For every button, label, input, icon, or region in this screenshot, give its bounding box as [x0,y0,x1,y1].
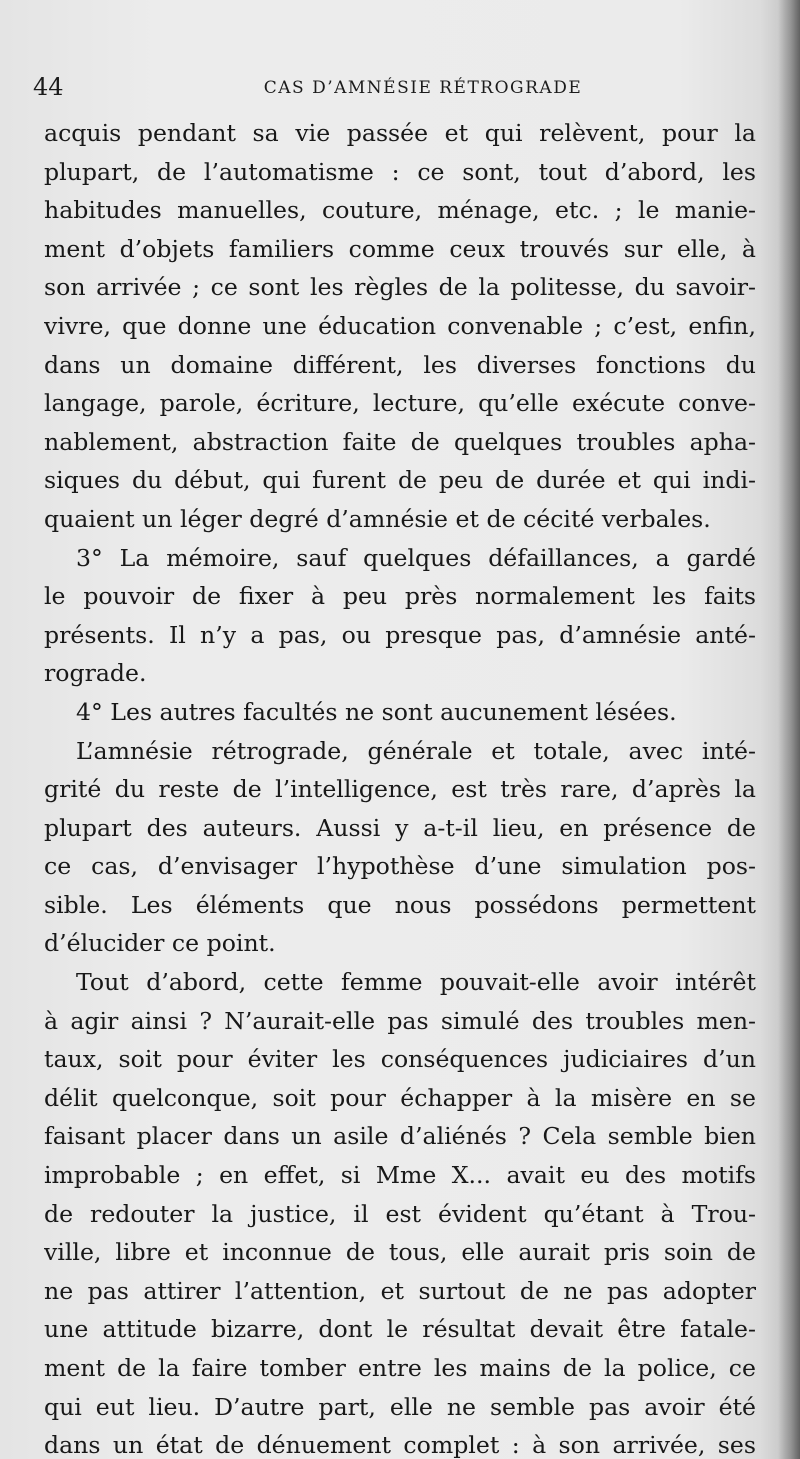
text-line: une attitude bizarre, dont le résultat devait être fatale- [44,1315,756,1344]
text-line: plupart des auteurs. Aussi y a-t-il lieu, en présence de [44,813,756,842]
text-line: à agir ainsi ? N’aurait-elle pas simulé des troubles men- [44,1006,756,1035]
text-line: ville, libre et inconnue de tous, elle aurait pris soin de [44,1238,756,1267]
text-line: vivre, que donne une éducation convenable ; c’est, enfin, [44,311,756,340]
text-line: 4° Les autres facultés ne sont aucunement lésées. [76,697,677,726]
page-number: 44 [33,73,64,101]
text-line: son arrivée ; ce sont les règles de la politesse, du savoir- [44,273,756,302]
text-line: délit quelconque, soit pour échapper à la misère en se [44,1083,756,1112]
running-head: CAS D’AMNÉSIE RÉTROGRADE [263,78,583,98]
text-line: habitudes manuelles, couture, ménage, etc. ; le manie- [44,196,756,225]
text-line: faisant placer dans un asile d’aliénés ? Cela semble bien [44,1122,756,1151]
text-line: improbable ; en effet, si Mme X... avait eu des motifs [44,1161,756,1190]
text-line: plupart, de l’automatisme : ce sont, tout d’abord, les [44,157,756,186]
text-line: d’élucider ce point. [44,929,276,958]
text-line: L’amnésie rétrograde, générale et totale, avec inté- [76,736,756,765]
text-line: 3° La mémoire, sauf quelques défaillances, a gardé [76,543,756,572]
page-edge-shadow [778,0,800,1459]
page-header [33,72,753,102]
text-line: dans un domaine différent, les diverses fonctions du [44,350,756,379]
text-line: langage, parole, écriture, lecture, qu’elle exécute conve- [44,389,756,418]
text-line: ne pas attirer l’attention, et surtout de ne pas adopter [44,1276,756,1305]
text-line: Tout d’abord, cette femme pouvait-elle avoir intérêt [76,968,756,997]
text-line: ment de la faire tomber entre les mains de la police, ce [44,1354,756,1382]
text-line: ment d’objets familiers comme ceux trouvés sur elle, à [44,234,756,263]
text-line: quaient un léger degré d’amnésie et de cécité verbales. [44,504,711,533]
text-line: nablement, abstraction faite de quelques troubles apha- [44,427,756,456]
text-line: le pouvoir de fixer à peu près normalement les faits [44,582,756,611]
text-line: siques du début, qui furent de peu de durée et qui indi- [44,466,756,495]
text-line: taux, soit pour éviter les conséquences judiciaires d’un [44,1045,756,1074]
text-line: dans un état de dénuement complet : à son arrivée, ses [44,1431,756,1459]
text-line: acquis pendant sa vie passée et qui relèvent, pour la [44,119,756,147]
text-line: grité du reste de l’intelligence, est très rare, d’après la [44,775,756,804]
text-line: rograde. [44,659,147,688]
body-text [44,114,756,1459]
text-line: présents. Il n’y a pas, ou presque pas, d’amnésie anté- [44,620,756,649]
text-line: ce cas, d’envisager l’hypothèse d’une simulation pos- [44,852,756,881]
text-line: qui eut lieu. D’autre part, elle ne semble pas avoir été [44,1392,756,1421]
text-line: sible. Les éléments que nous possédons permettent [44,890,756,919]
text-line: de redouter la justice, il est évident qu’étant à Trou- [44,1199,756,1228]
